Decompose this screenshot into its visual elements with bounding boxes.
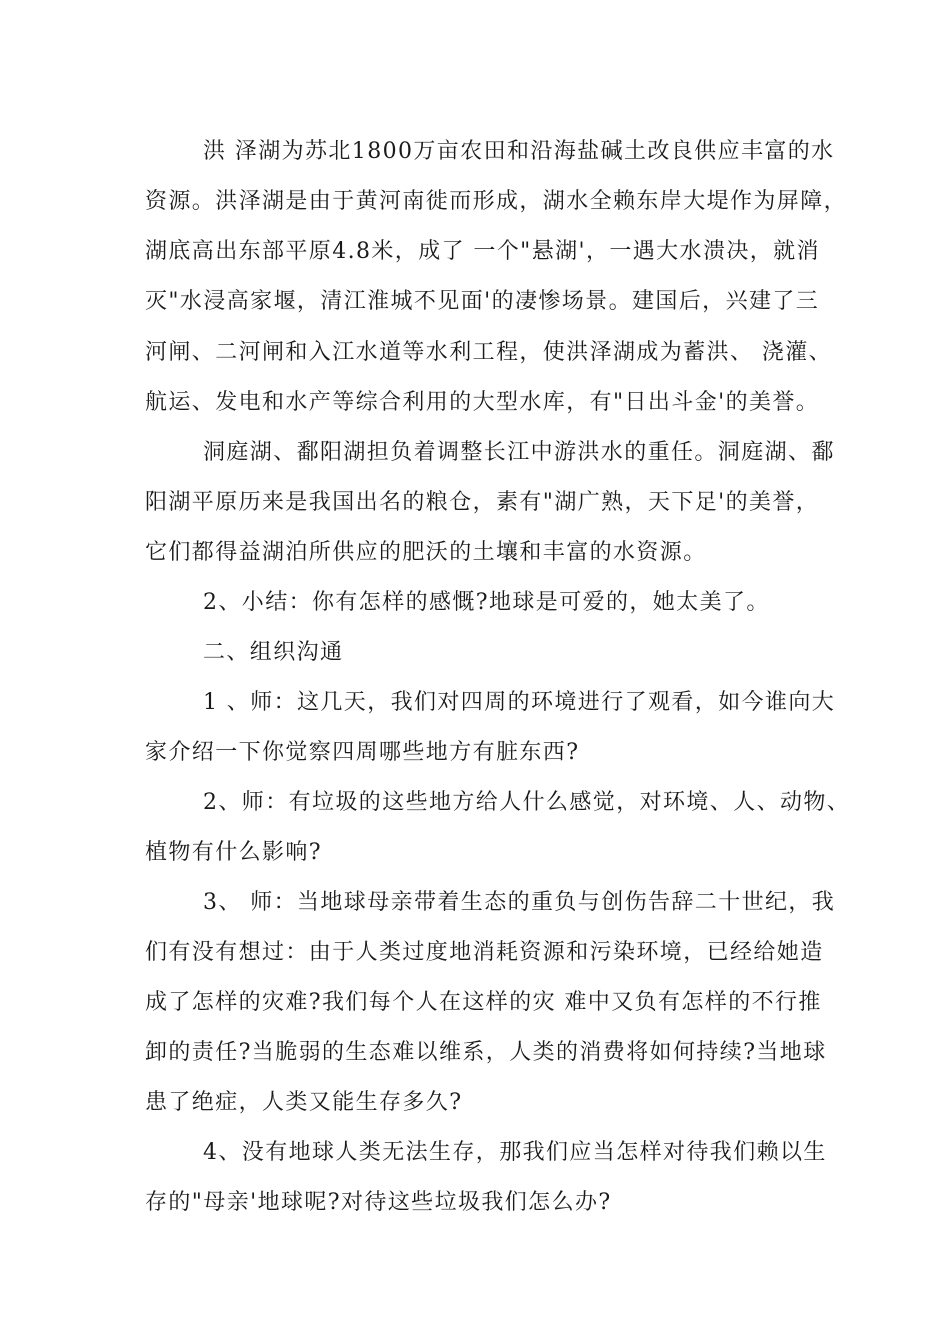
paragraph-line: 们有没有想过：由于人类过度地消耗资源和污染环境，已经给她造 (145, 940, 824, 965)
paragraph-line: 洞庭湖、鄱阳湖担负着调整长江中游洪水的重任。洞庭湖、鄱 (203, 440, 835, 465)
paragraph-line: 植物有什么影响? (145, 840, 322, 865)
paragraph-line: 存的"母亲'地球呢?对待这些垃圾我们怎么办? (145, 1190, 612, 1215)
paragraph-line: 成了怎样的灾难?我们每个人在这样的灾 难中又负有怎样的不行推 (145, 990, 822, 1015)
paragraph-line: 洪 泽湖为苏北1800万亩农田和沿海盐碱土改良供应丰富的水 (203, 139, 835, 164)
paragraph-line: 患了绝症，人类又能生存多久? (145, 1090, 463, 1115)
paragraph-line: 家介绍一下你觉察四周哪些地方有脏东西? (145, 740, 580, 765)
paragraph-line: 航运、发电和水产等综合利用的大型水库，有"日出斗金'的美誉。 (145, 390, 820, 415)
paragraph-line: 灭"水浸高家堰，清江淮城不见面'的凄惨场景。建国后，兴建了三 (145, 289, 820, 314)
paragraph-line: 它们都得益湖泊所供应的肥沃的土壤和丰富的水资源。 (145, 540, 707, 565)
paragraph-line: 3、 师：当地球母亲带着生态的重负与创伤告辞二十世纪，我 (203, 890, 836, 915)
paragraph-line: 湖底高出东部平原4.8米，成了 一个"悬湖'，一遇大水溃决，就消 (145, 239, 820, 264)
paragraph-line: 1 、师：这几天，我们对四周的环境进行了观看，如今谁向大 (203, 690, 836, 715)
paragraph-line: 2、师：有垃圾的这些地方给人什么感觉，对环境、人、动物、 (203, 790, 851, 815)
section-heading: 二、组织沟通 (203, 640, 344, 665)
paragraph-line: 资源。洪泽湖是由于黄河南徙而形成，湖水全赖东岸大堤作为屏障， (145, 189, 848, 214)
paragraph-line: 河闸、二河闸和入江水道等水利工程，使洪泽湖成为蓄洪、 浇灌、 (145, 340, 832, 365)
paragraph-line: 2、小结：你有怎样的感慨?地球是可爱的，她太美了。 (203, 590, 770, 615)
paragraph-line: 4、没有地球人类无法生存，那我们应当怎样对待我们赖以生 (203, 1140, 827, 1165)
paragraph-line: 卸的责任?当脆弱的生态难以维系，人类的消费将如何持续?当地球 (145, 1040, 827, 1065)
paragraph-line: 阳湖平原历来是我国出名的粮仓，素有"湖广熟，天下足'的美誉， (145, 490, 820, 515)
